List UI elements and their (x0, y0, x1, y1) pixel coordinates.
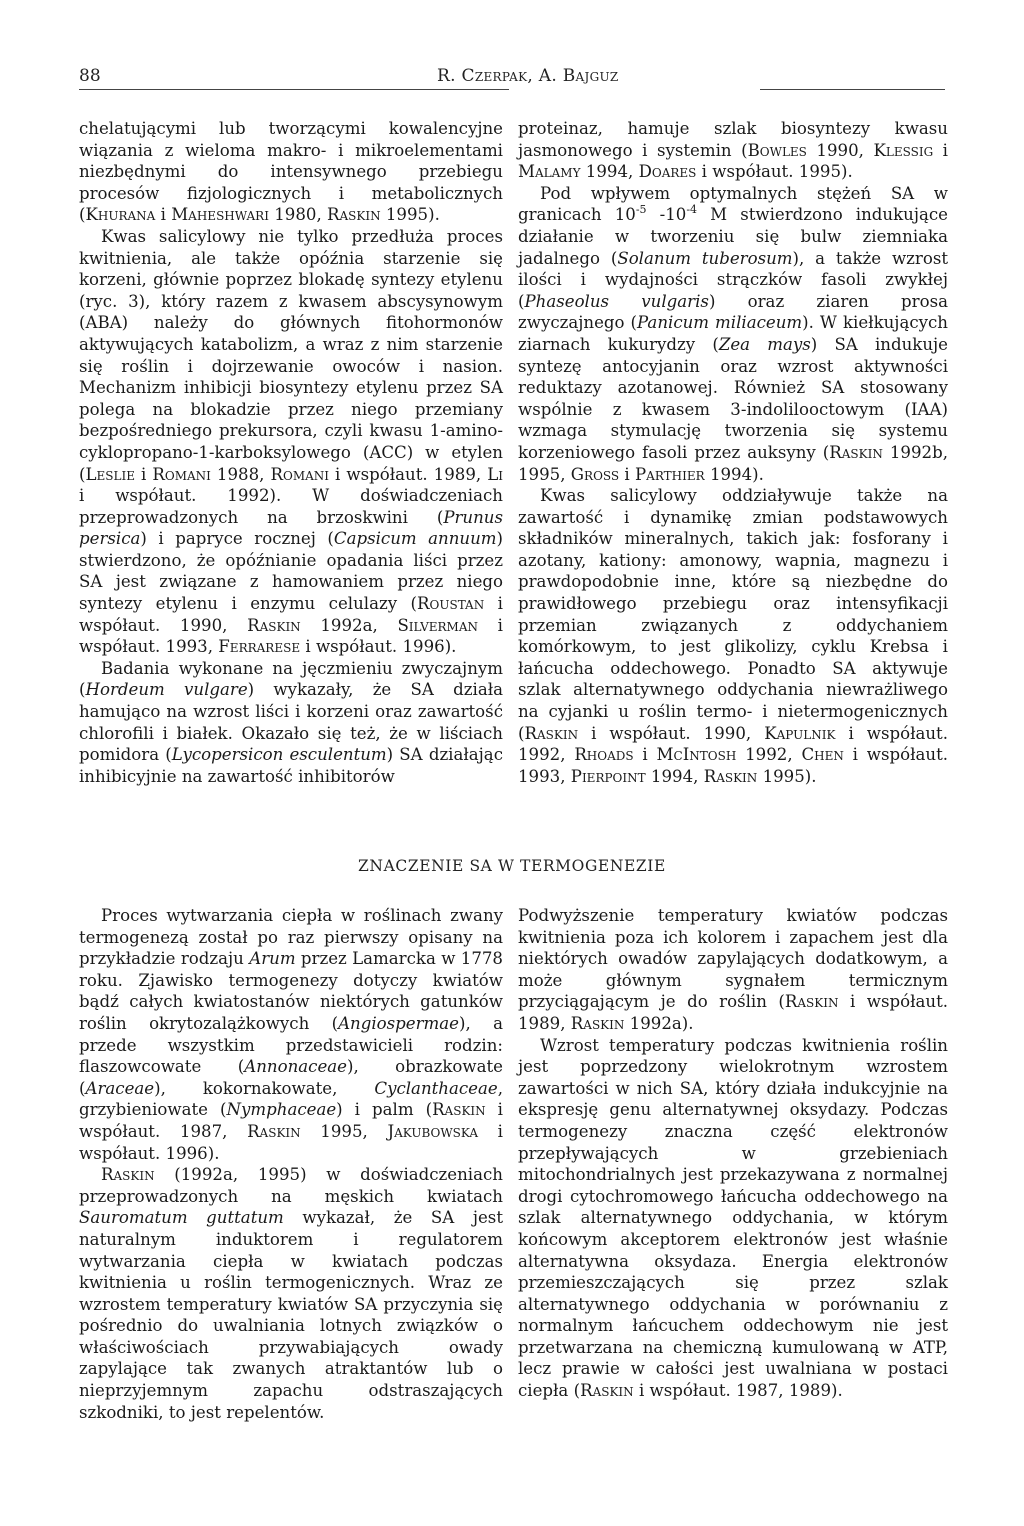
section-title: ZNACZENIE SA W TERMOGENEZIE (358, 857, 666, 875)
paragraph: Pod wpływem optymalnych stężeń SA w granicach $10^{-5}$ $-10^{-4}$ M stwierdzono indukujące działanie w tworzeniu się bulw ziemniaka jadalnego (Solanum tuberosum), a także wzrost ilości i wydajności strączków fasoli zwykłej (Phaseolus vulgaris) oraz ziaren prosa zwyczajnego (Panicum miliaceum). W kiełkujących ziarnach kukurydzy (Zea mays) SA indukuje syntezę antocyjanin oraz wzrost aktywności reduktazy azotanowej. Również SA stosowany wspólnie z kwasem 3-indolilooctowym (IAA) wzmaga stymulację tworzenia się systemu korzeniowego fasoli przez auksyny (Raskin 1992b, 1995, Gross i Parthier 1994). (518, 183, 949, 484)
paragraph: Kwas salicylowy oddziaływuje także na zawartość i dynamikę zmian podstawowych składników mineralnych, takich jak: fosforany i azotany, kationy: amonowy, wapnia, magnezu i prawdopodobnie inne, które są niezbędne do prawidłowego przebiegu oraz intensyfikacji przemian związanych z oddychaniem komórkowym, to jest glikolizy, cyklu Krebsa i łańcucha oddechowego. Ponadto SA aktywuje szlak alternatywnego oddychania niewrażliwego na cyjanki u roślin termo- i nietermogenicznych (Raskin i współaut. 1990, Kapulnik i współaut. 1992, Rhoads i McIntosh 1992, Chen i współaut. 1993, Pierpoint 1994, Raskin 1995). (518, 486, 949, 786)
paragraph: Podwyższenie temperatury kwiatów podczas kwitnienia poza ich kolorem i zapachem jest dla niektórych owadów zapylających dodatkowym, a może głównym sygnałem termicznym przyciągającym je do roślin (Raskin i współaut. 1989, Raskin 1992a). (518, 906, 949, 1033)
paragraph: Wzrost temperatury podczas kwitnienia roślin jest poprzedzony wielokrotnym wzrostem zawartości w nich SA, który działa indukcyjnie na ekspresję genu alternatywnej oksydazy. Podczas termogenezy znaczna część elektronów przepływających w grzebieniach mitochondrialnych jest przekazywana z normalnej drogi cytochromowego łańcucha oddechowego na szlak alternatywnego oddychania, w którym końcowym akceptorem elektronów jest właśnie alternatywna oksydaza. Energia elektronów przemieszczających się przez szlak alternatywnego oddychania w porównaniu z normalnym łańcuchem oddechowym nie jest przetwarzana na chemiczną kumulowaną w ATP, lecz prawie w całości jest uwalniana w postaci ciepła (Raskin i współaut. 1987, 1989). (518, 1035, 948, 1401)
column-left-top (79, 118, 503, 787)
paragraph: Kwas salicylowy nie tylko przedłuża proces kwitnienia, ale także opóźnia starzenie się korzeni, głównie poprzez blokadę syntezy etylenu (ryc. 3), który razem z kwasem abscysynowym (ABA) należy do głównych fitohormonów aktywujących katabolizm, a wraz z nim starzenie się roślin i dojrzewanie owoców i nasion. Mechanizm inhibicji biosyntezy etylenu przez SA polega na blokadzie przez niego przemiany bezpośredniego prekursora, czyli kwasu 1-amino-cyklopropano-1-karboksylowego (ACC) w etylen (Leslie i Romani 1988, Romani i współaut. 1989, Li i współaut. 1992). W doświadczeniach przeprowadzonych na brzoskwini (Prunus persica) i papryce rocznej (Capsicum annuum) stwierdzono, że opóźnianie opadania liści przez SA jest związane z hamowaniem przez niego syntezy etylenu i enzymu celulazy (Roustan i współaut. 1990, Raskin 1992a, Silverman i współaut. 1993, Ferrarese i współaut. 1996). (79, 226, 503, 657)
header-rule-right (760, 89, 945, 90)
column-right-bottom (518, 905, 948, 1402)
column-right-top (518, 118, 948, 787)
header-rule-left (79, 89, 509, 90)
paragraph: Proces wytwarzania ciepła w roślinach zwany termogenezą został po raz pierwszy opisany na przykładzie rodzaju Arum przez Lamarcka w 1778 roku. Zjawisko termogenezy dotyczy kwiatów bądź całych kwiatostanów niektórych gatunków roślin okrytozalążkowych (Angiospermae), a przede wszystkim przedstawicieli rodzin: flaszowcowate (Annonaceae), obrazkowate (Araceae), kokornakowate, Cyclanthaceae, grzybieniowate (Nymphaceae) i palm (Raskin i współaut. 1987, Raskin 1995, Jakubowska i współaut. 1996). (79, 906, 503, 1163)
paragraph: Raskin (1992a, 1995) w doświadczeniach przeprowadzonych na męskich kwiatach Sauromatum guttatum wykazał, że SA jest naturalnym induktorem i regulatorem wytwarzania ciepła w kwiatach podczas kwitnienia u roślin termogenicznych. Wraz ze wzrostem temperatury kwiatów SA przyczynia się pośrednio do uwalniania lotnych związków o właściwościach przywabiających owady zapylające tak zwanych atraktantów lub o nieprzyjemnym zapachu odstraszających szkodniki, to jest repelentów. (79, 1165, 503, 1422)
page-number: 88 (79, 66, 101, 86)
paragraph: proteinaz, hamuje szlak biosyntezy kwasu jasmonowego i systemin (Bowles 1990, Klessig i Malamy 1994, Doares i współaut. 1995). (518, 119, 948, 182)
paragraph: Badania wykonane na jęczmieniu zwyczajnym (Hordeum vulgare) wykazały, że SA działa hamująco na wzrost liści i korzeni oraz zawartość chlorofili i białek. Okazało się też, że w liściach pomidora (Lycopersicon esculentum) SA działając inhibicyjnie na zawartość inhibitorów (79, 658, 504, 786)
paragraph: chelatującymi lub tworzącymi kowalencyjne wiązania z wieloma makro- i mikroelementami niezbędnymi do intensywnego przebiegu procesów fizjologicznych i metabolicznych (Khurana i Maheshwari 1980, Raskin 1995). (79, 119, 503, 225)
column-left-bottom (79, 905, 503, 1423)
running-header-authors: R. Czerpak, A. Bajguz (437, 66, 619, 86)
